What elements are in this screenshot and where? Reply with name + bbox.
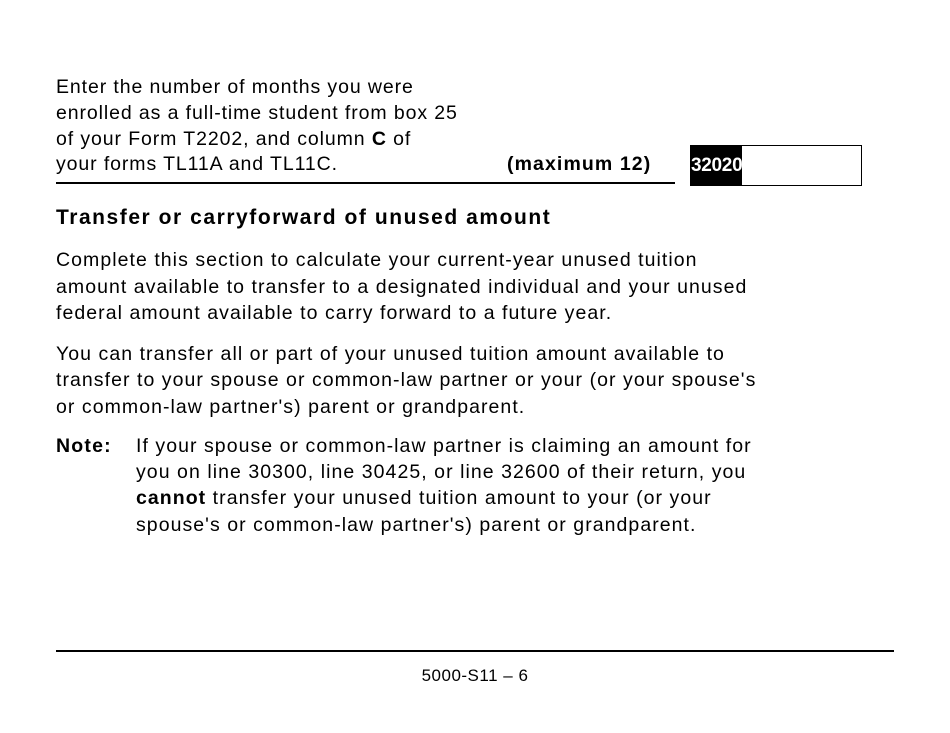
note-label: Note: — [56, 435, 112, 457]
months-instruction-line-1: Enter the number of months you were — [56, 76, 414, 98]
note-line-3-rest: transfer your unused tuition amount to your (or your — [206, 487, 712, 509]
paragraph-1-line-3: federal amount available to carry forward to a future year. — [56, 302, 613, 324]
column-letter: C — [371, 128, 387, 150]
footer-divider — [56, 650, 894, 652]
months-instruction-line-2: enrolled as a full-time student from box 25 — [56, 102, 458, 124]
paragraph-1-line-2: amount available to transfer to a designated individual and your unused — [56, 276, 748, 298]
months-instruction-line-3-tail: of — [393, 128, 412, 150]
months-instruction-line-3-text: of your Form T2202, and column — [56, 128, 366, 150]
paragraph-2-line-3: or common-law partner's) parent or grandparent. — [56, 396, 526, 418]
paragraph-2-line-1: You can transfer all or part of your unused tuition amount available to — [56, 343, 725, 365]
page-number: 5000-S11 – 6 — [421, 666, 529, 685]
cannot-emphasis: cannot — [136, 487, 207, 509]
paragraph-1-line-1: Complete this section to calculate your current-year unused tuition — [56, 249, 698, 271]
note-line-1: If your spouse or common-law partner is claiming an amount for — [136, 435, 752, 457]
months-input[interactable] — [742, 146, 950, 185]
note-line-3 — [136, 485, 712, 511]
note-line-2: you on line 30300, line 30425, or line 32600 of their return, you — [136, 461, 747, 483]
line-code-box: 32020 — [691, 146, 742, 185]
months-instruction-line-4: your forms TL11A and TL11C. — [56, 153, 338, 175]
maximum-label: (maximum 12) — [507, 153, 652, 175]
months-enrolled-block — [56, 74, 676, 186]
line-32020-field — [690, 145, 862, 186]
note-line-4: spouse's or common-law partner's) parent or grandparent. — [136, 514, 697, 536]
months-underline — [56, 182, 675, 184]
section-heading: Transfer or carryforward of unused amount — [56, 206, 552, 229]
months-instruction-line-3 — [56, 126, 411, 152]
paragraph-2-line-2: transfer to your spouse or common-law partner or your (or your spouse's — [56, 369, 757, 391]
